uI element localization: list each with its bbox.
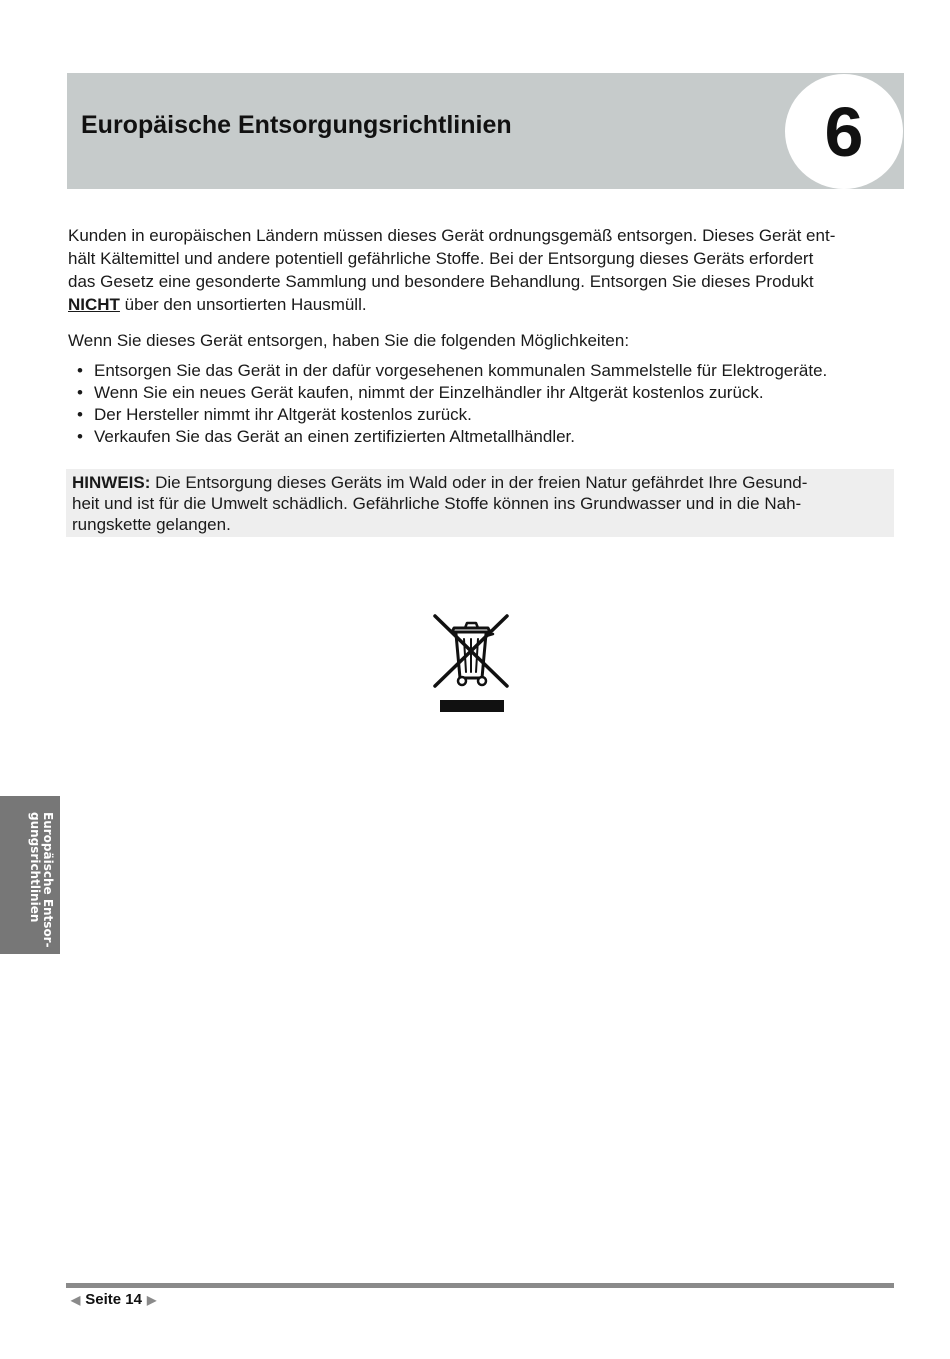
list-item bbox=[68, 382, 898, 404]
options-intro: Wenn Sie dieses Gerät entsorgen, haben Sie die folgenden Möglichkeiten: bbox=[68, 331, 630, 350]
triangle-left-icon[interactable]: ◀ bbox=[71, 1292, 81, 1307]
page-title: Europäische Entsorgungsrichtlinien bbox=[81, 111, 512, 139]
intro-line-rest: über den unsortierten Hausmüll. bbox=[119, 295, 367, 314]
bullet: • bbox=[77, 427, 83, 446]
list-item-text: Wenn Sie ein neues Gerät kaufen, nimmt der Einzelhändler ihr Altgerät kostenlos zurück. bbox=[94, 383, 764, 402]
triangle-right-icon[interactable]: ▶ bbox=[146, 1292, 157, 1307]
side-tab-label bbox=[2, 812, 54, 962]
list-item bbox=[68, 404, 898, 426]
intro-line: das Gesetz eine gesonderte Sammlung und besondere Behandlung. Entsorgen Sie dieses Produkt bbox=[68, 272, 814, 291]
intro-paragraph bbox=[68, 224, 898, 316]
footer-rule bbox=[66, 1283, 894, 1288]
list-item-text: Verkaufen Sie das Gerät an einen zertifizierten Altmetallhändler. bbox=[94, 427, 576, 446]
intro-line: hält Kältemittel und andere potentiell gefährliche Stoffe. Bei der Entsorgung dieses Geräts erfordert bbox=[68, 249, 814, 268]
disposal-options-list bbox=[68, 360, 898, 448]
chapter-number-badge bbox=[785, 74, 903, 189]
page-number: Seite 14 bbox=[85, 1291, 142, 1308]
page-navigation bbox=[71, 1291, 156, 1308]
intro-line bbox=[68, 293, 898, 316]
note-label: HINWEIS: bbox=[72, 473, 151, 492]
list-item-text: Der Hersteller nimmt ihr Altgerät kostenlos zurück. bbox=[94, 405, 472, 424]
note-line: heit und ist für die Umwelt schädlich. Gefährliche Stoffe können ins Grundwasser und in die Nah- bbox=[72, 494, 802, 513]
bullet: • bbox=[77, 383, 83, 402]
note-line bbox=[72, 472, 892, 493]
crossed-out-wheelie-bin-icon bbox=[430, 612, 512, 716]
list-item-text: Entsorgen Sie das Gerät in der dafür vorgesehenen kommunalen Sammelstelle für Elektrogeräte. bbox=[94, 361, 828, 380]
note-line-rest: Die Entsorgung dieses Geräts im Wald oder in der freien Natur gefährdet Ihre Gesund- bbox=[150, 473, 808, 492]
bullet: • bbox=[77, 361, 83, 380]
bullet: • bbox=[77, 405, 83, 424]
list-item bbox=[68, 426, 898, 448]
side-tab-line: gungsrichtlinien bbox=[28, 812, 42, 923]
chapter-number: 6 bbox=[824, 92, 864, 171]
nicht-emphasis: NICHT bbox=[68, 295, 120, 314]
note-text bbox=[72, 472, 892, 535]
list-item bbox=[68, 360, 898, 382]
side-tab-line: Europäische Entsor- bbox=[41, 812, 55, 948]
intro-line: Kunden in europäischen Ländern müssen dieses Gerät ordnungsgemäß entsorgen. Dieses Gerät ent- bbox=[68, 226, 836, 245]
note-line: rungskette gelangen. bbox=[72, 515, 231, 534]
side-section-tab bbox=[0, 796, 60, 954]
